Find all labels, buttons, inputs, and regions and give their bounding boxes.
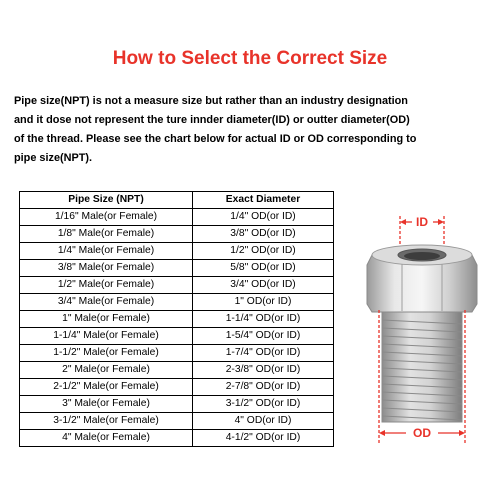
pipe-size-cell: 3" Male(or Female) [20,396,193,413]
exact-diameter-cell: 2-3/8" OD(or ID) [193,362,334,379]
pipe-size-cell: 1-1/2" Male(or Female) [20,345,193,362]
pipe-size-cell: 3/4" Male(or Female) [20,294,193,311]
exact-diameter-cell: 3/8" OD(or ID) [193,226,334,243]
intro-line: of the thread. Please see the chart below for actual ID or OD corresponding to [14,133,417,145]
table-row [20,209,334,226]
intro-line: and it dose not represent the ture innder diameter(ID) or outter diameter(OD) [14,114,410,126]
pipe-size-cell: 1" Male(or Female) [20,311,193,328]
exact-diameter-cell: 1/2" OD(or ID) [193,243,334,260]
pipe-size-cell: 2" Male(or Female) [20,362,193,379]
intro-paragraph [14,92,490,168]
id-label: ID [416,215,428,229]
exact-diameter-cell: 3/4" OD(or ID) [193,277,334,294]
table-header-row [20,192,334,209]
intro-line: pipe size(NPT). [14,152,93,164]
pipe-size-cell: 2-1/2" Male(or Female) [20,379,193,396]
header-pipe-size: Pipe Size (NPT) [20,192,193,209]
table-body [20,209,334,447]
page-title: How to Select the Correct Size [112,48,388,69]
pipe-size-cell: 1/8" Male(or Female) [20,226,193,243]
exact-diameter-cell: 3-1/2" OD(or ID) [193,396,334,413]
exact-diameter-cell: 4" OD(or ID) [193,413,334,430]
table-row [20,430,334,447]
exact-diameter-cell: 1/4" OD(or ID) [193,209,334,226]
table-row [20,294,334,311]
pipe-size-cell: 3/8" Male(or Female) [20,260,193,277]
size-table [19,191,334,447]
exact-diameter-cell: 1-5/4" OD(or ID) [193,328,334,345]
exact-diameter-cell: 2-7/8" OD(or ID) [193,379,334,396]
table-row [20,362,334,379]
table-row [20,379,334,396]
exact-diameter-cell: 4-1/2" OD(or ID) [193,430,334,447]
table-row [20,311,334,328]
exact-diameter-cell: 1-7/4" OD(or ID) [193,345,334,362]
table-row [20,328,334,345]
table-row [20,226,334,243]
pipe-size-cell: 3-1/2" Male(or Female) [20,413,193,430]
pipe-size-cell: 1-1/4" Male(or Female) [20,328,193,345]
fitting-diagram [352,200,492,450]
exact-diameter-cell: 1-1/4" OD(or ID) [193,311,334,328]
pipe-size-cell: 1/16" Male(or Female) [20,209,193,226]
table-row [20,396,334,413]
table-row [20,243,334,260]
table-row [20,413,334,430]
pipe-size-cell: 1/2" Male(or Female) [20,277,193,294]
intro-line: Pipe size(NPT) is not a measure size but rather than an industry designation [14,95,408,107]
hex-head [367,245,477,312]
exact-diameter-cell: 5/8" OD(or ID) [193,260,334,277]
table-row [20,277,334,294]
pipe-size-cell: 4" Male(or Female) [20,430,193,447]
pipe-size-cell: 1/4" Male(or Female) [20,243,193,260]
table-row [20,260,334,277]
exact-diameter-cell: 1" OD(or ID) [193,294,334,311]
table-row [20,345,334,362]
threaded-body [382,312,462,422]
od-label: OD [413,426,431,440]
header-exact-diameter: Exact Diameter [193,192,334,209]
